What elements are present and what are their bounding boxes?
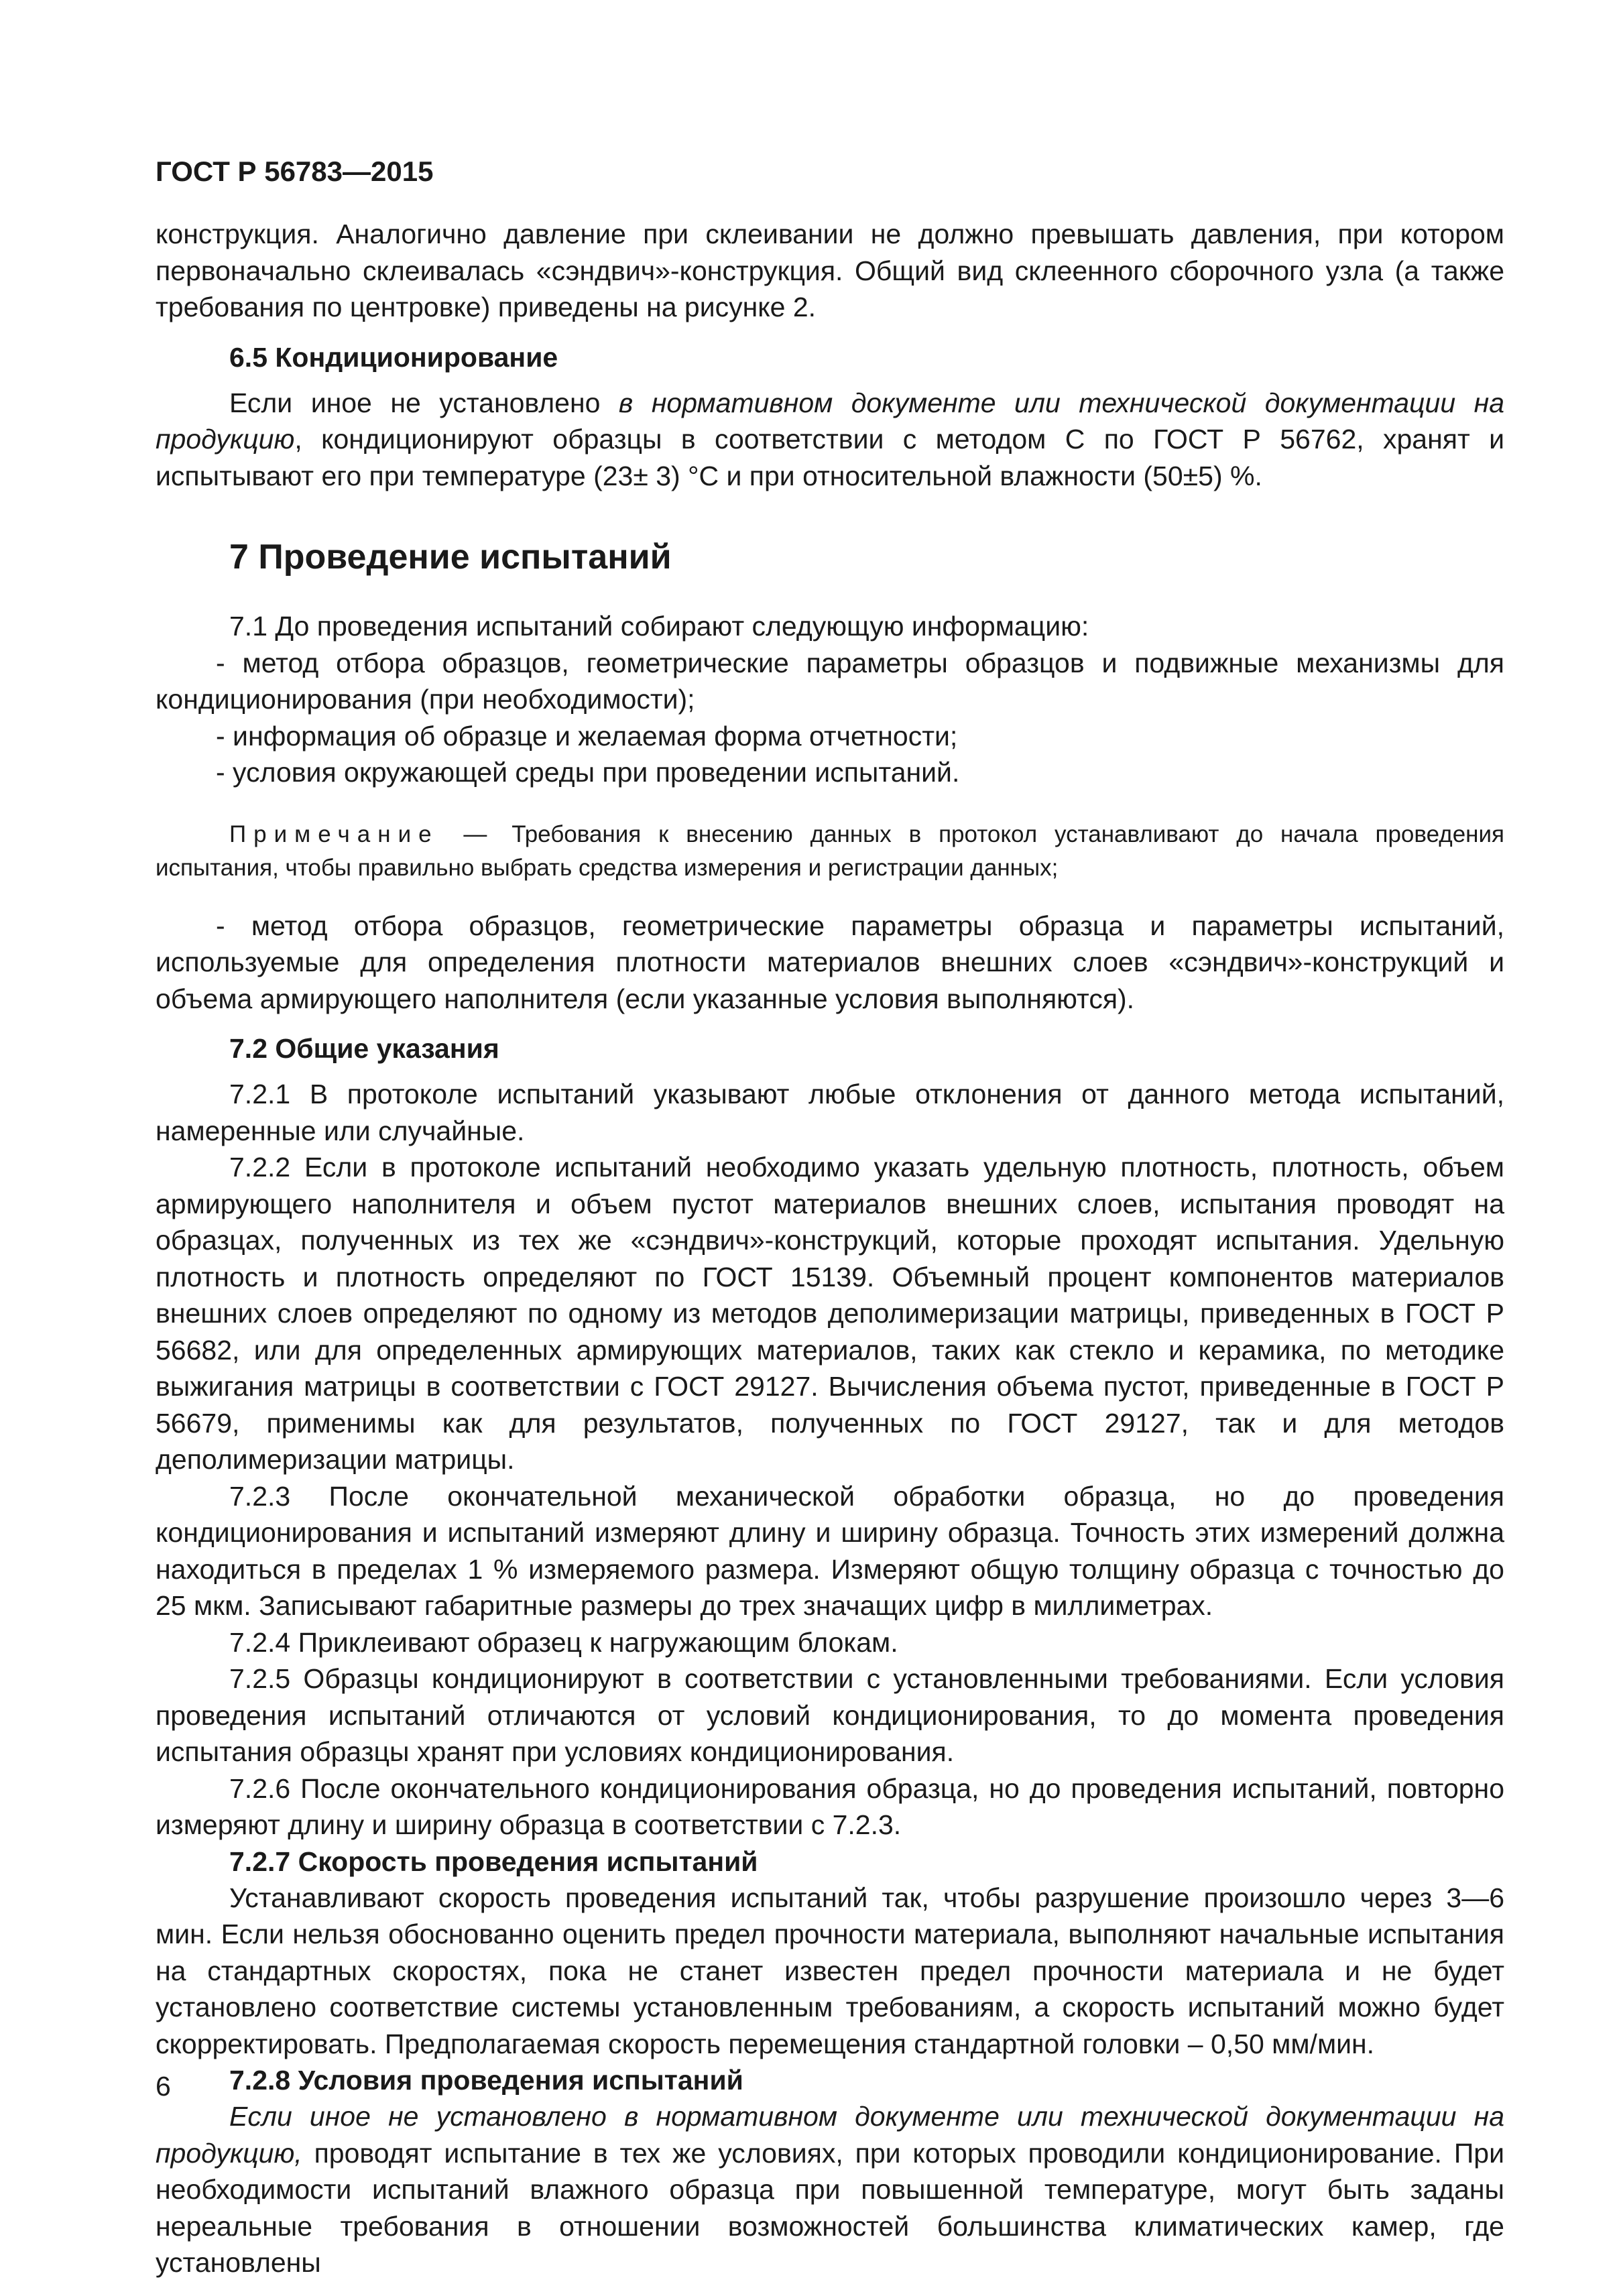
italic-text-run: в нормативном документе или технической документации на продукцию — [156, 387, 1504, 455]
list-item: - метод отбора образцов, геометрические параметры образца и параметры испытаний, используемые для определения плотности материалов внешних слоев «сэндвич»-конструкций и объема армирующего наполнителя (если указанные условия выполняются). — [156, 910, 1504, 1014]
paragraph-6-5 — [156, 385, 1504, 495]
page-number: 6 — [156, 2071, 171, 2102]
heading-7-2-7: 7.2.7 Скорость проведения испытаний — [229, 1846, 758, 1877]
note-label: Примечание — — [229, 821, 495, 847]
paragraph-7-2-7: Устанавливают скорость проведения испытаний так, чтобы разрушение произошло через 3—6 мин. Если нельзя обоснованно оценить предел прочности материала, выполняют начальные испытания на стандартных скоростях, пока не станет известен предел прочности материала и не будет установлено соответствие системы установленным требованиям, а скорость испытаний можно будет скорректировать. Предполагаемая скорость перемещения стандартной головки – 0,50 мм/мин. — [156, 1882, 1504, 2059]
heading-7-2-8: 7.2.8 Условия проведения испытаний — [229, 2065, 743, 2096]
list-item: - условия окружающей среды при проведении испытаний. — [216, 757, 960, 788]
list-item: - информация об образце и желаемая форма отчетности; — [216, 720, 958, 751]
paragraph-7-2-6: 7.2.6 После окончательного кондиционирования образца, но до проведения испытаний, повторно измеряют длину и ширину образца в соответствии с 7.2.3. — [156, 1772, 1504, 1840]
document-header: ГОСТ Р 56783—2015 — [156, 156, 434, 187]
paragraph-7-2-5: 7.2.5 Образцы кондиционируют в соответствии с установленными требованиями. Если условия проведения испытаний отличаются от условий кондиционирования, то до момента проведения испытания образцы хранят при условиях кондиционирования. — [156, 1663, 1504, 1767]
italic-text-run: Если иное не установлено в нормативном документе или технической документации на продукцию, — [156, 2101, 1504, 2169]
heading-6-5: 6.5 Кондиционирование — [229, 341, 558, 373]
heading-7-2: 7.2 Общие указания — [229, 1033, 499, 1064]
paragraph-7-2-3: 7.2.3 После окончательной механической обработки образца, но до проведения кондиционирования и испытаний измеряют длину и ширину образца. Точность этих измерений должна находиться в пределах 1 % измеряемого размера. Измеряют общую толщину образца с точностью до 25 мкм. Записывают габаритные размеры до трех значащих цифр в миллиметрах. — [156, 1480, 1504, 1621]
text-run: , кондиционируют образцы в соответствии с методом С по ГОСТ Р 56762, хранят и испытывают его при температуре (23± 3) °С и при относительной влажности (50±5) %. — [156, 424, 1504, 491]
text-run: Если иное не установлено — [229, 387, 619, 418]
paragraph-7-2-8 — [156, 2098, 1504, 2281]
note — [156, 818, 1504, 885]
heading-section-7: 7 Проведение испытаний — [229, 538, 672, 577]
paragraph-7-2-1: 7.2.1 В протоколе испытаний указывают любые отклонения от данного метода испытаний, намеренные или случайные. — [156, 1079, 1504, 1146]
paragraph-7-1: 7.1 До проведения испытаний собирают следующую информацию: — [229, 611, 1089, 642]
list-item: - метод отбора образцов, геометрические параметры образцов и подвижные механизмы для кондиционирования (при необходимости); — [156, 647, 1504, 715]
document-page — [156, 134, 1504, 2281]
note-text: Требования к внесению данных в протокол устанавливают до начала проведения испытания, чтобы правильно выбрать средства измерения и регистрации данных; — [156, 821, 1504, 881]
text-run: проводят испытание в тех же условиях, при которых проводили кондиционирование. При необходимости испытаний влажного образца при повышенной температуре, могут быть заданы нереальные требования в отношении возможностей большинства климатических камер, где установлены — [156, 2137, 1504, 2278]
paragraph-6-4-continuation: конструкция. Аналогично давление при склеивании не должно превышать давления, при котором первоначально склеивалась «сэндвич»-конструкция. Общий вид склеенного сборочного узла (а также требования по центровке) приведены на рисунке 2. — [156, 219, 1504, 322]
paragraph-7-2-4: 7.2.4 Приклеивают образец к нагружающим блокам. — [229, 1626, 898, 1658]
paragraph-7-2-2: 7.2.2 Если в протоколе испытаний необходимо указать удельную плотность, плотность, объем армирующего наполнителя и объем пустот материалов внешних слоев, испытания проводят на образцах, полученных из тех же «сэндвич»-конструкций, которые проходят испытания. Удельную плотность и плотность определяют по ГОСТ 15139. Объемный процент компонентов материалов внешних слоев определяют по одному из методов деполимеризации матрицы, приведенных в ГОСТ Р 56682, или для определенных армирующих материалов, таких как стекло и керамика, по методике выжигания матрицы в соответствии с ГОСТ 29127. Вычисления объема пустот, приведенные в ГОСТ Р 56679, применимы как для результатов, полученных по ГОСТ 29127, так и для методов деполимеризации матрицы. — [156, 1152, 1504, 1475]
